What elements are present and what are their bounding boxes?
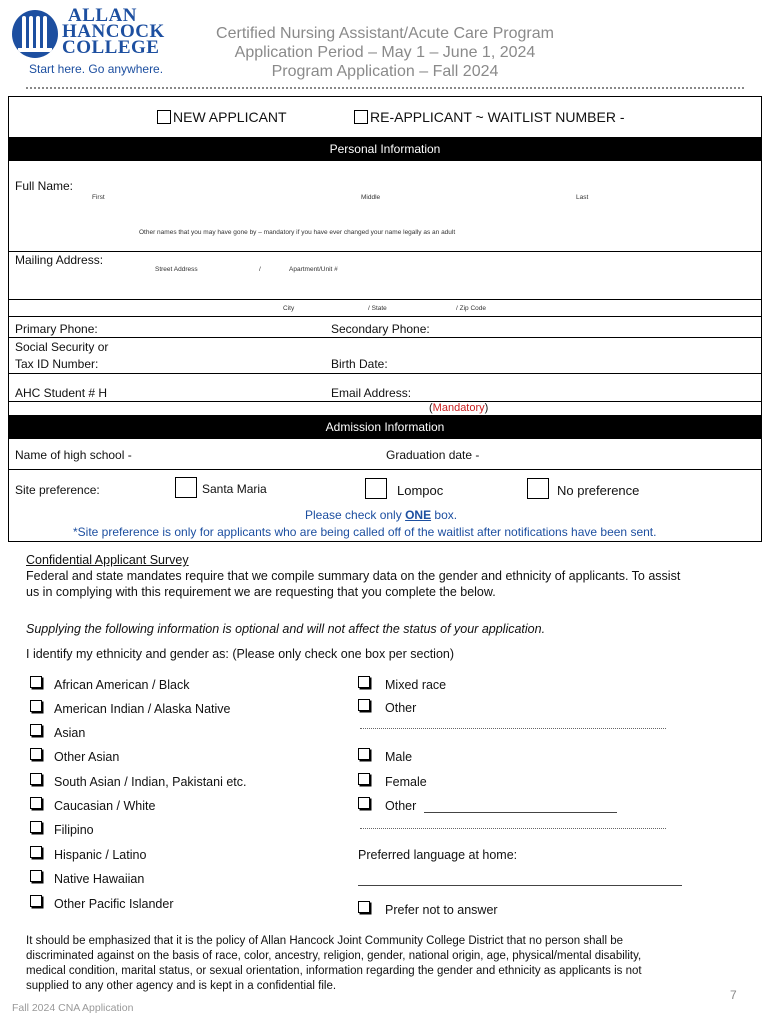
mixed-race-checkbox[interactable]: [358, 676, 370, 688]
logo-tagline: Start here. Go anywhere.: [29, 62, 164, 76]
page-number: 7: [730, 988, 737, 1002]
female-label: Female: [385, 775, 427, 789]
city-caption: City: [283, 305, 295, 312]
ethnicity-checkbox[interactable]: [30, 895, 42, 907]
secondary-phone-label: Secondary Phone:: [331, 322, 430, 336]
policy-line3: medical condition, marital status, or sexual orientation, information regarding the gender and ethnicity as applicants is not: [26, 965, 642, 977]
prefer-not-checkbox[interactable]: [358, 901, 370, 913]
policy-line2: discriminated against on the basis of race, color, ancestry, religion, gender, national origin, age, physical/mental disability,: [26, 950, 642, 962]
lompoc-label: Lompoc: [397, 483, 444, 498]
ethnicity-option-label: South Asian / Indian, Pakistani etc.: [54, 775, 247, 789]
no-preference-label: No preference: [557, 483, 640, 498]
apartment-caption: Apartment/Unit #: [289, 266, 338, 273]
student-number-label: AHC Student # H: [15, 386, 108, 400]
high-school-label: Name of high school -: [15, 448, 132, 462]
ssn-label-line2: Tax ID Number:: [15, 357, 99, 371]
preferred-language-line[interactable]: [358, 885, 682, 886]
first-name-caption: First: [92, 194, 105, 201]
mailing-address-label: Mailing Address:: [15, 253, 104, 267]
no-preference-checkbox[interactable]: [527, 478, 549, 499]
lompoc-checkbox[interactable]: [365, 478, 387, 499]
ethnicity-checkbox[interactable]: [30, 821, 42, 833]
santa-maria-checkbox[interactable]: [175, 477, 197, 498]
new-applicant-option[interactable]: NEW APPLICANT: [157, 109, 287, 125]
college-logo: [12, 5, 172, 76]
header-application: Program Application – Fall 2024: [271, 63, 499, 80]
other-ethnicity-checkbox[interactable]: [358, 699, 370, 711]
header-period: Application Period – May 1 – June 1, 2024: [234, 44, 536, 61]
zip-caption: / Zip Code: [456, 305, 486, 312]
ethnicity-option-label: Native Hawaiian: [54, 872, 145, 886]
ethnicity-option-label: Other Asian: [54, 750, 120, 764]
other-names-caption: Other names that you may have gone by – mandatory if you have ever changed your name legally as an adult: [139, 229, 456, 236]
street-caption: Street Address: [155, 266, 198, 273]
personal-info-header: Personal Information: [9, 137, 761, 161]
policy-line4: supplied to any other agency and is kept in a confidential file.: [26, 980, 337, 992]
waitlist-note: *Site preference is only for applicants who are being called off of the waitlist after notifications have been sent.: [73, 525, 657, 539]
check-one-note: Please check only ONE box.: [305, 508, 458, 522]
application-form: NEW APPLICANT RE-APPLICANT ~ WAITLIST NUMBER - Personal Information Full Name: First Middle Last Other names that you may have gone by – mandatory if you have ever changed your name legally as an adult Mailing Address: Street Address / Apartment/Unit # City / State / Zip Code Primary Phone: Secondary Phone: Social Security or Tax ID Number: Birth Date: AHC Student # H Email Address: (Mandatory) Admission Information Name of high school - Graduation date - Site preference: Santa Maria Lompoc No preference Please check only ONE box. *Site preference is only for applicants who are being called off of the waitlist after notifications have been sent.: [8, 96, 762, 542]
policy-line1: It should be emphasized that it is the policy of Allan Hancock Joint Community College District that no person shall be: [26, 935, 624, 947]
ethnicity-checkbox[interactable]: [30, 748, 42, 760]
santa-maria-label: Santa Maria: [202, 482, 267, 496]
ethnicity-checkbox[interactable]: [30, 724, 42, 736]
ethnicity-checkbox[interactable]: [30, 846, 42, 858]
birth-date-label: Birth Date:: [331, 357, 388, 371]
ethnicity-option-label: Caucasian / White: [54, 799, 156, 813]
mixed-race-label: Mixed race: [385, 678, 447, 692]
email-mandatory-note: (Mandatory): [429, 402, 489, 414]
graduation-date-label: Graduation date -: [386, 448, 480, 462]
survey-intro-line1: Federal and state mandates require that we compile summary data on the gender and ethnicity of applicants. To assist: [26, 569, 681, 583]
other-ethnicity-label: Other: [385, 701, 417, 715]
survey-title: Confidential Applicant Survey: [26, 553, 189, 567]
survey-identify-instruction: I identify my ethnicity and gender as: (Please only check one box per section): [26, 647, 455, 661]
footer-label: Fall 2024 CNA Application: [12, 1002, 134, 1014]
ethnicity-option-label: Filipino: [54, 823, 94, 837]
full-name-field[interactable]: [9, 201, 761, 225]
admission-info-header: Admission Information: [9, 415, 761, 439]
male-checkbox[interactable]: [358, 748, 370, 760]
ssn-label-line1: Social Security or: [15, 340, 109, 354]
ethnicity-option-label: Asian: [54, 726, 86, 740]
ethnicity-option-label: American Indian / Alaska Native: [54, 702, 231, 716]
new-applicant-checkbox[interactable]: [157, 110, 171, 124]
street-address-field[interactable]: [9, 273, 761, 299]
survey-optional-note: Supplying the following information is optional and will not affect the status of your application.: [26, 622, 546, 636]
ethnicity-option-label: Hispanic / Latino: [54, 848, 147, 862]
ethnicity-checkbox[interactable]: [30, 797, 42, 809]
logo-wordmark: ALLAN HANCOCK COLLEGE: [62, 5, 165, 58]
ethnicity-checkbox[interactable]: [30, 700, 42, 712]
middle-name-caption: Middle: [361, 194, 381, 201]
site-preference-label: Site preference:: [15, 483, 100, 497]
last-name-caption: Last: [576, 194, 589, 201]
ethnicity-checkbox[interactable]: [30, 676, 42, 688]
ethnicity-option-label: Other Pacific Islander: [54, 897, 174, 911]
other-ethnicity-line[interactable]: [360, 728, 666, 729]
survey-intro-line2: us in complying with this requirement we are requesting that you complete the below.: [26, 585, 496, 599]
re-applicant-option[interactable]: RE-APPLICANT ~ WAITLIST NUMBER -: [354, 109, 625, 125]
full-name-label: Full Name:: [15, 179, 74, 193]
other-gender-label: Other: [385, 799, 417, 813]
header-divider: [26, 87, 744, 89]
college-seal-icon: [12, 10, 58, 58]
prefer-not-label: Prefer not to answer: [385, 903, 498, 917]
other-gender-line[interactable]: [424, 812, 617, 813]
ethnicity-option-label: African American / Black: [54, 678, 190, 692]
email-label: Email Address:: [331, 386, 412, 400]
primary-phone-label: Primary Phone:: [15, 322, 98, 336]
other-gender-checkbox[interactable]: [358, 797, 370, 809]
other-names-field[interactable]: [9, 237, 761, 251]
ethnicity-checkbox[interactable]: [30, 870, 42, 882]
header-program: Certified Nursing Assistant/Acute Care Program: [216, 25, 554, 42]
female-checkbox[interactable]: [358, 773, 370, 785]
preferred-language-label: Preferred language at home:: [358, 848, 518, 862]
ethnicity-checkbox[interactable]: [30, 773, 42, 785]
state-caption: / State: [368, 305, 387, 312]
re-applicant-checkbox[interactable]: [354, 110, 368, 124]
male-label: Male: [385, 750, 413, 764]
